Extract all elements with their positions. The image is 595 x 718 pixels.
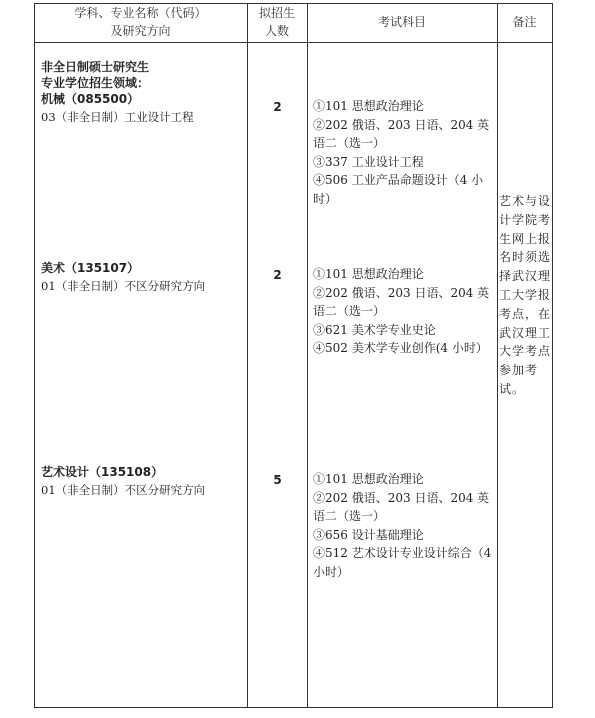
table-border-bottom bbox=[34, 707, 553, 708]
header-col-count bbox=[247, 4, 307, 40]
program-2-subject-3: ③621 美术学专业史论 bbox=[313, 322, 436, 337]
program-1-major: 机械（085500） bbox=[41, 92, 140, 106]
program-3-subject-2: ②202 俄语、203 日语、204 英语二（选一） bbox=[313, 490, 490, 523]
program-3-subjects bbox=[313, 470, 493, 581]
program-1-direction: 03（非全日制）工业设计工程 bbox=[41, 110, 194, 124]
program-1-subject-1: ①101 思想政治理论 bbox=[313, 99, 424, 113]
header-col-major-line2: 及研究方向 bbox=[110, 24, 171, 38]
table-border-left bbox=[34, 3, 35, 708]
program-1-subject-4: ④506 工业产品命题设计（4 小时） bbox=[313, 173, 484, 206]
header-col-major-line1: 学科、专业名称（代码） bbox=[74, 6, 207, 20]
table-header-divider bbox=[34, 42, 553, 43]
program-3-subject-1: ①101 思想政治理论 bbox=[313, 472, 424, 486]
program-3-subject-3: ③656 设计基础理论 bbox=[313, 527, 424, 542]
header-col-subjects: 考试科目 bbox=[377, 15, 426, 29]
header-col-count-line2: 人数 bbox=[264, 24, 289, 38]
program-1-subject-2: ②202 俄语、203 日语、204 英语二（选一） bbox=[313, 117, 490, 150]
program-2-direction: 01（非全日制）不区分研究方向 bbox=[41, 279, 206, 293]
program-1-subject-3: ③337 工业设计工程 bbox=[313, 154, 424, 169]
notes-cell-text: 艺术与设计学院考生网上报名时须选择武汉理工大学报考点，在武汉理工大学考点参加考试。 bbox=[499, 194, 552, 396]
table-divider-col3 bbox=[497, 3, 498, 708]
header-col-count-line1: 拟招生 bbox=[258, 6, 295, 20]
program-3-subject-4: ④512 艺术设计专业设计综合（4 小时） bbox=[313, 546, 492, 579]
program-2-subject-2: ②202 俄语、203 日语、204 英语二（选一） bbox=[313, 285, 490, 318]
header-col-notes: 备注 bbox=[512, 15, 537, 29]
table-border-right bbox=[552, 3, 553, 708]
table-divider-col2 bbox=[307, 3, 308, 708]
program-1-category-line2: 专业学位招生领域： bbox=[41, 76, 150, 90]
program-2-major: 美术（135107） bbox=[41, 261, 140, 275]
header-col-major bbox=[34, 4, 247, 40]
program-3-direction: 01（非全日制）不区分研究方向 bbox=[41, 483, 206, 497]
program-2-count: 2 bbox=[273, 268, 282, 282]
program-1-info bbox=[41, 59, 241, 125]
program-2-subjects bbox=[313, 265, 493, 358]
program-2-subject-4: ④502 美术学专业创作(4 小时） bbox=[313, 341, 488, 355]
program-3-major: 艺术设计（135108） bbox=[41, 465, 164, 479]
program-2-subject-1: ①101 思想政治理论 bbox=[313, 267, 424, 281]
program-1-count: 2 bbox=[273, 100, 282, 114]
program-3-info bbox=[41, 464, 241, 498]
program-2-info bbox=[41, 260, 241, 294]
program-3-count: 5 bbox=[273, 473, 282, 487]
program-1-subjects bbox=[313, 97, 493, 208]
program-1-category-line1: 非全日制硕士研究生 bbox=[41, 60, 150, 74]
